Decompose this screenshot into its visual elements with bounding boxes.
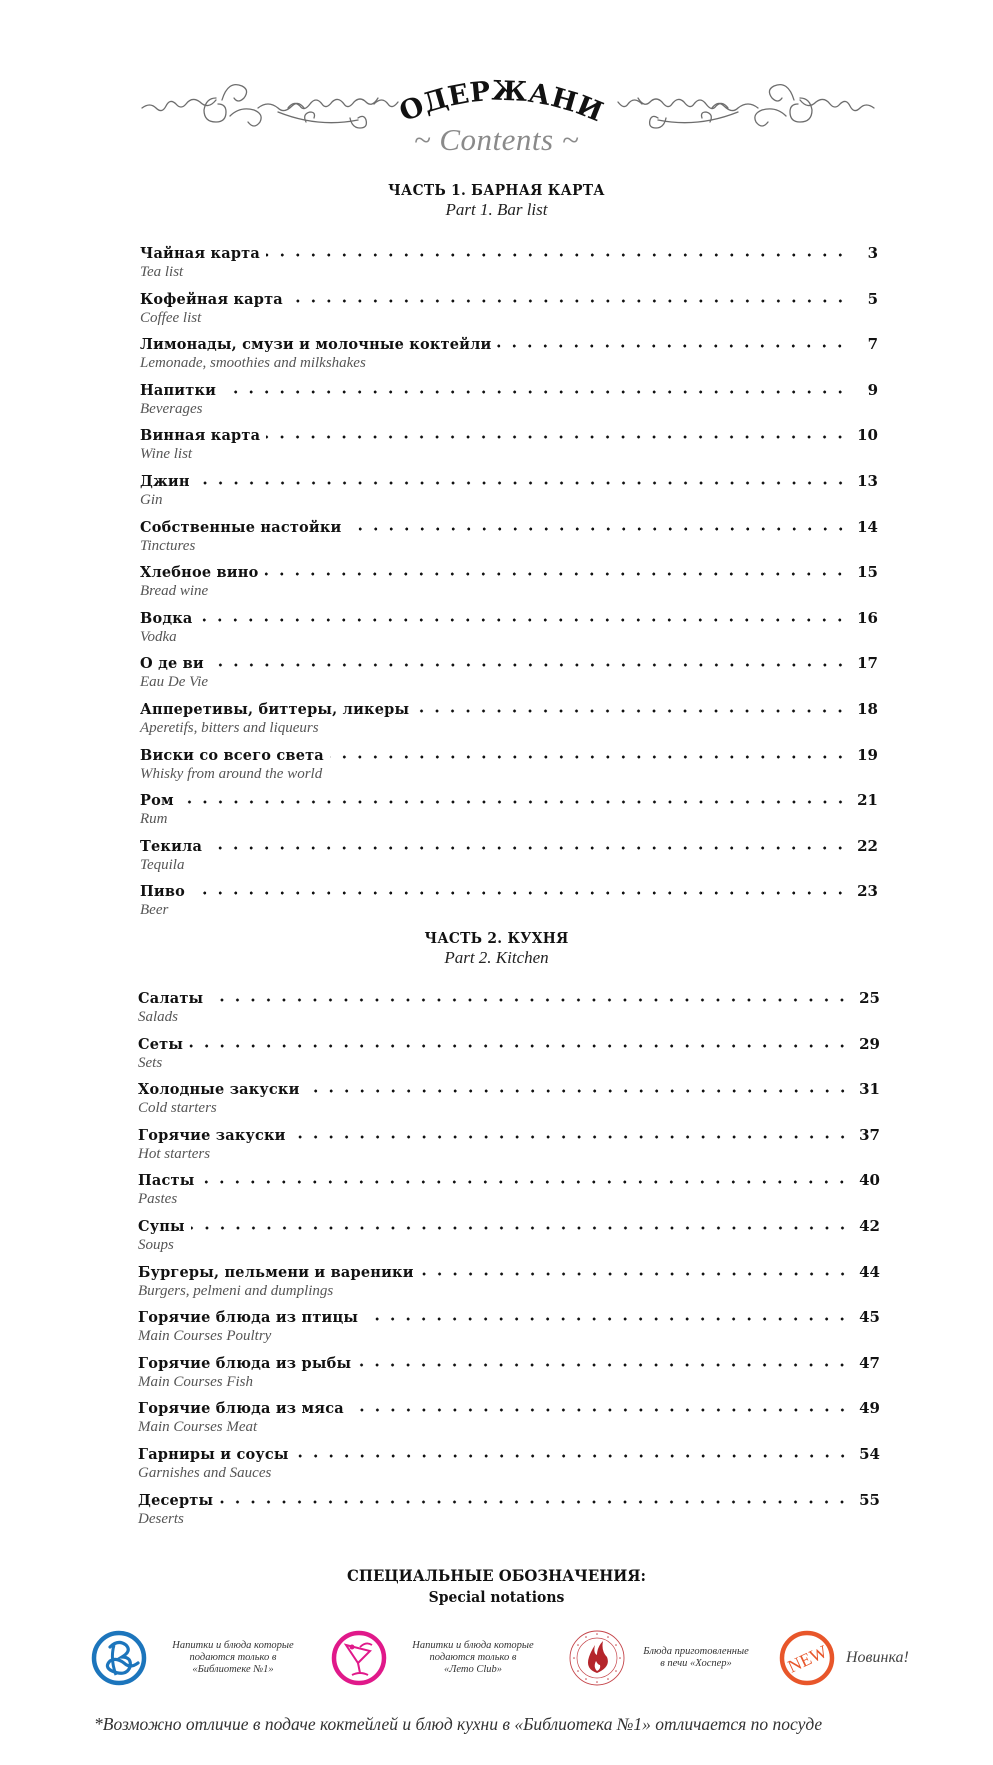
toc-entry-line bbox=[140, 559, 878, 581]
toc-entry-title-ru: Джин bbox=[140, 473, 194, 490]
toc-entry-title-ru: Виски со всего света bbox=[140, 747, 328, 764]
toc-entry-title-ru: Холодные закуски bbox=[138, 1081, 304, 1098]
toc-entry-title-ru: Горячие блюда из мяса bbox=[138, 1400, 348, 1417]
toc-entry[interactable] bbox=[140, 605, 878, 651]
part1-heading bbox=[0, 181, 993, 220]
dot-leader bbox=[292, 1124, 852, 1144]
dot-leader bbox=[209, 987, 852, 1007]
toc-entry-title-ru: Напитки bbox=[140, 382, 220, 399]
toc-entry-title-en: Lemonade, smoothies and milkshakes bbox=[140, 355, 366, 372]
dot-leader bbox=[266, 242, 850, 262]
toc-entry-line bbox=[138, 1031, 880, 1053]
dot-leader bbox=[420, 1261, 852, 1281]
bar-list-toc bbox=[140, 240, 878, 924]
toc-entry-line bbox=[138, 1395, 880, 1417]
toc-entry-page-number: 25 bbox=[859, 989, 880, 1007]
toc-entry[interactable] bbox=[140, 331, 878, 377]
toc-entry-page-number: 37 bbox=[859, 1125, 880, 1144]
toc-entry-title-ru: Пасты bbox=[138, 1172, 198, 1189]
toc-entry[interactable] bbox=[140, 833, 878, 879]
legend-leto-club-text: Напитки и блюда которые подаются только в «Лето Club» bbox=[412, 1640, 534, 1675]
toc-entry-title-ru: Винная карта bbox=[140, 427, 264, 444]
toc-entry[interactable] bbox=[140, 878, 878, 924]
toc-entry-page-number: 22 bbox=[857, 836, 878, 855]
toc-entry-title-en: Tinctures bbox=[140, 537, 196, 554]
toc-entry-title-ru: Горячие блюда из птицы bbox=[138, 1309, 362, 1326]
dot-leader bbox=[191, 1215, 852, 1235]
toc-entry-title-ru: Апперетивы, биттеры, ликеры bbox=[140, 701, 413, 718]
dot-leader bbox=[497, 333, 850, 353]
toc-entry-title-en: Gin bbox=[140, 491, 163, 508]
toc-entry-title-ru: Водка bbox=[140, 610, 196, 627]
special-title-ru: СПЕЦИАЛЬНЫЕ ОБОЗНАЧЕНИЯ: bbox=[347, 1566, 646, 1585]
toc-entry-page-number: 7 bbox=[867, 335, 878, 354]
toc-entry-title-en: Main Courses Meat bbox=[138, 1419, 258, 1436]
legend-library bbox=[90, 1626, 308, 1690]
toc-entry-title-en: Aperetifs, bitters and liqueurs bbox=[140, 719, 319, 736]
toc-entry-line bbox=[138, 1487, 880, 1509]
toc-entry[interactable] bbox=[138, 1076, 880, 1122]
legend-josper bbox=[568, 1626, 756, 1690]
toc-entry-title-en: Rum bbox=[140, 811, 168, 828]
toc-entry-line bbox=[138, 1076, 880, 1098]
toc-entry[interactable] bbox=[140, 650, 878, 696]
toc-entry[interactable] bbox=[138, 1304, 880, 1350]
dot-leader bbox=[330, 744, 850, 764]
toc-entry[interactable] bbox=[140, 377, 878, 423]
contents-header bbox=[0, 60, 993, 170]
library-b-logo-icon bbox=[90, 1629, 148, 1687]
toc-entry-title-ru: Бургеры, пельмени и вареники bbox=[138, 1264, 418, 1281]
toc-entry-title-ru: Горячие блюда из рыбы bbox=[138, 1355, 355, 1372]
part1-title-en: Part 1. Bar list bbox=[445, 200, 548, 219]
toc-entry-title-ru: Кофейная карта bbox=[140, 291, 287, 308]
dot-leader bbox=[210, 652, 850, 672]
toc-entry-title-ru: Лимонады, смузи и молочные коктейли bbox=[140, 336, 495, 353]
toc-entry-line bbox=[140, 605, 878, 627]
contents-subtitle: ~ Contents ~ bbox=[413, 122, 580, 157]
toc-entry-title-ru: Пиво bbox=[140, 883, 189, 900]
toc-entry[interactable] bbox=[140, 240, 878, 286]
toc-entry[interactable] bbox=[140, 468, 878, 514]
toc-entry-title-ru: Чайная карта bbox=[140, 245, 264, 262]
toc-entry-title-en: Bread wine bbox=[140, 583, 209, 600]
toc-entry-title-en: Tequila bbox=[140, 856, 185, 873]
toc-entry-page-number: 54 bbox=[859, 1444, 880, 1463]
footnote: *Возможно отличие в подаче коктейлей и блюд кухни в «Библиотека №1» отличается по посуде bbox=[94, 1714, 823, 1734]
toc-entry-title-en: Main Courses Fish bbox=[138, 1373, 254, 1390]
toc-entry-line bbox=[138, 1122, 880, 1144]
toc-entry-line bbox=[140, 240, 878, 262]
toc-entry-line bbox=[140, 468, 878, 490]
toc-entry-page-number: 29 bbox=[859, 1034, 880, 1053]
toc-entry-title-ru: Десерты bbox=[138, 1492, 217, 1509]
toc-entry-title-en: Whisky from around the world bbox=[140, 765, 323, 782]
part1-title-ru: ЧАСТЬ 1. БАРНАЯ КАРТА bbox=[388, 181, 605, 199]
toc-entry[interactable] bbox=[140, 696, 878, 742]
toc-entry-title-en: Main Courses Poultry bbox=[138, 1328, 272, 1345]
toc-entry-title-en: Vodka bbox=[140, 628, 177, 645]
toc-entry-title-en: Beverages bbox=[140, 400, 203, 417]
toc-entry[interactable] bbox=[140, 559, 878, 605]
dot-leader bbox=[196, 470, 850, 490]
toc-entry-title-ru: Супы bbox=[138, 1218, 189, 1235]
toc-entry-line bbox=[140, 696, 878, 718]
toc-entry-line bbox=[140, 878, 878, 900]
toc-entry-page-number: 47 bbox=[859, 1353, 880, 1372]
dot-leader bbox=[191, 880, 850, 900]
legend-new bbox=[778, 1626, 909, 1690]
dot-leader bbox=[189, 1033, 852, 1053]
toc-entry[interactable] bbox=[138, 1395, 880, 1441]
toc-entry-line bbox=[138, 1167, 880, 1189]
toc-entry-page-number: 18 bbox=[857, 699, 878, 718]
toc-entry-page-number: 49 bbox=[859, 1399, 880, 1418]
toc-entry-page-number: 44 bbox=[859, 1262, 880, 1281]
dot-leader bbox=[200, 1169, 852, 1189]
legend-leto-club bbox=[330, 1626, 548, 1690]
toc-entry-page-number: 42 bbox=[859, 1216, 880, 1235]
toc-entry-line bbox=[138, 1350, 880, 1372]
toc-entry-page-number: 19 bbox=[857, 745, 878, 764]
toc-entry-title-en: Wine list bbox=[140, 446, 193, 463]
toc-entry-line bbox=[140, 742, 878, 764]
dot-leader bbox=[208, 835, 850, 855]
dot-leader bbox=[222, 379, 850, 399]
toc-entry-page-number: 9 bbox=[867, 380, 878, 399]
toc-entry[interactable] bbox=[138, 1441, 880, 1487]
dot-leader bbox=[415, 698, 850, 718]
special-notations-heading bbox=[0, 1566, 993, 1606]
toc-entry-title-en: Burgers, pelmeni and dumplings bbox=[138, 1282, 334, 1299]
toc-entry-title-ru: Горячие закуски bbox=[138, 1127, 290, 1144]
toc-entry[interactable] bbox=[138, 1487, 880, 1533]
legend-library-text: Напитки и блюда которые подаются только в «Библиотеке №1» bbox=[172, 1640, 294, 1675]
toc-entry-title-ru: Гарниры и соусы bbox=[138, 1446, 293, 1463]
toc-entry-page-number: 31 bbox=[859, 1080, 880, 1099]
toc-entry[interactable] bbox=[138, 1167, 880, 1213]
toc-entry-page-number: 13 bbox=[857, 471, 878, 490]
toc-entry-page-number: 16 bbox=[857, 608, 878, 627]
toc-entry-page-number: 3 bbox=[867, 244, 878, 262]
toc-entry-line bbox=[140, 331, 878, 353]
toc-entry-title-ru: Сеты bbox=[138, 1036, 187, 1053]
dot-leader bbox=[264, 561, 850, 581]
toc-entry-line bbox=[140, 833, 878, 855]
part2-title-en: Part 2. Kitchen bbox=[444, 948, 549, 967]
toc-entry[interactable] bbox=[140, 742, 878, 788]
toc-entry-page-number: 45 bbox=[859, 1308, 880, 1327]
toc-entry-page-number: 15 bbox=[857, 563, 878, 582]
josper-fire-stamp-icon bbox=[568, 1629, 626, 1687]
legend-josper-text: Блюда приготовленные в печи «Хоспер» bbox=[643, 1646, 749, 1669]
toc-entry[interactable] bbox=[138, 1213, 880, 1259]
toc-entry-page-number: 14 bbox=[857, 517, 878, 536]
toc-entry-line bbox=[140, 514, 878, 536]
toc-entry-title-ru: Собственные настойки bbox=[140, 519, 346, 536]
toc-entry-title-en: Cold starters bbox=[138, 1100, 217, 1117]
toc-entry-line bbox=[140, 650, 878, 672]
toc-entry[interactable] bbox=[140, 514, 878, 560]
legend-new-text: Новинка! bbox=[846, 1649, 909, 1666]
kitchen-toc bbox=[138, 985, 880, 1532]
toc-entry-page-number: 21 bbox=[857, 791, 878, 810]
toc-entry-page-number: 40 bbox=[859, 1171, 880, 1190]
dot-leader bbox=[180, 789, 850, 809]
toc-entry[interactable] bbox=[138, 1122, 880, 1168]
toc-entry-line bbox=[138, 1441, 880, 1463]
dot-leader bbox=[357, 1352, 852, 1372]
svg-text:СОДЕРЖАНИЕ bbox=[396, 70, 606, 128]
page-title: ОДЕРЖАНИ bbox=[396, 75, 606, 129]
toc-entry-title-en: Coffee list bbox=[140, 309, 202, 326]
part2-title-ru: ЧАСТЬ 2. КУХНЯ bbox=[424, 929, 569, 947]
toc-entry-title-ru: Хлебное вино bbox=[140, 564, 262, 581]
toc-entry-page-number: 23 bbox=[857, 882, 878, 901]
toc-entry-title-en: Salads bbox=[138, 1009, 179, 1025]
toc-entry-line bbox=[140, 787, 878, 809]
toc-entry-title-ru: Салаты bbox=[138, 990, 207, 1007]
toc-entry[interactable] bbox=[138, 1350, 880, 1396]
toc-entry-page-number: 55 bbox=[859, 1490, 880, 1509]
toc-entry-page-number: 10 bbox=[857, 426, 878, 445]
new-badge-icon bbox=[778, 1629, 836, 1687]
toc-entry-page-number: 5 bbox=[867, 289, 878, 308]
toc-entry-title-en: Pastes bbox=[138, 1191, 178, 1208]
toc-entry[interactable] bbox=[138, 1259, 880, 1305]
toc-entry[interactable] bbox=[138, 1031, 880, 1077]
toc-entry-title-ru: Ром bbox=[140, 792, 178, 809]
toc-entry-line bbox=[138, 985, 880, 1007]
cocktail-glass-icon bbox=[330, 1629, 388, 1687]
toc-entry[interactable] bbox=[138, 985, 880, 1031]
toc-entry-title-ru: Текила bbox=[140, 838, 206, 855]
toc-entry-title-en: Tea list bbox=[140, 264, 184, 280]
contents-title bbox=[396, 70, 606, 130]
dot-leader bbox=[306, 1078, 852, 1098]
toc-entry[interactable] bbox=[140, 422, 878, 468]
toc-entry-line bbox=[140, 286, 878, 308]
dot-leader bbox=[219, 1489, 852, 1509]
dot-leader bbox=[198, 607, 850, 627]
toc-entry-line bbox=[138, 1304, 880, 1326]
toc-entry-title-en: Garnishes and Sauces bbox=[138, 1464, 272, 1481]
dot-leader bbox=[350, 1397, 852, 1417]
dot-leader bbox=[348, 516, 850, 536]
part2-heading bbox=[0, 929, 993, 968]
toc-entry-line bbox=[138, 1259, 880, 1281]
dot-leader bbox=[266, 424, 850, 444]
toc-entry-line bbox=[138, 1213, 880, 1235]
dot-leader bbox=[289, 288, 850, 308]
toc-entry-title-en: Beer bbox=[140, 902, 169, 919]
new-badge-text: NEW bbox=[784, 1641, 831, 1677]
toc-entry[interactable] bbox=[140, 787, 878, 833]
toc-entry[interactable] bbox=[140, 286, 878, 332]
toc-entry-title-en: Sets bbox=[138, 1054, 163, 1071]
toc-entry-title-en: Hot starters bbox=[138, 1145, 211, 1162]
toc-entry-page-number: 17 bbox=[857, 654, 878, 673]
toc-entry-line bbox=[140, 377, 878, 399]
toc-entry-title-en: Eau De Vie bbox=[140, 674, 209, 691]
special-title-en: Special notations bbox=[428, 1588, 565, 1606]
toc-entry-title-en: Deserts bbox=[138, 1510, 184, 1527]
dot-leader bbox=[364, 1306, 852, 1326]
toc-entry-title-ru: О де ви bbox=[140, 655, 208, 672]
dot-leader bbox=[295, 1443, 852, 1463]
toc-entry-line bbox=[140, 422, 878, 444]
toc-entry-title-en: Soups bbox=[138, 1236, 174, 1253]
